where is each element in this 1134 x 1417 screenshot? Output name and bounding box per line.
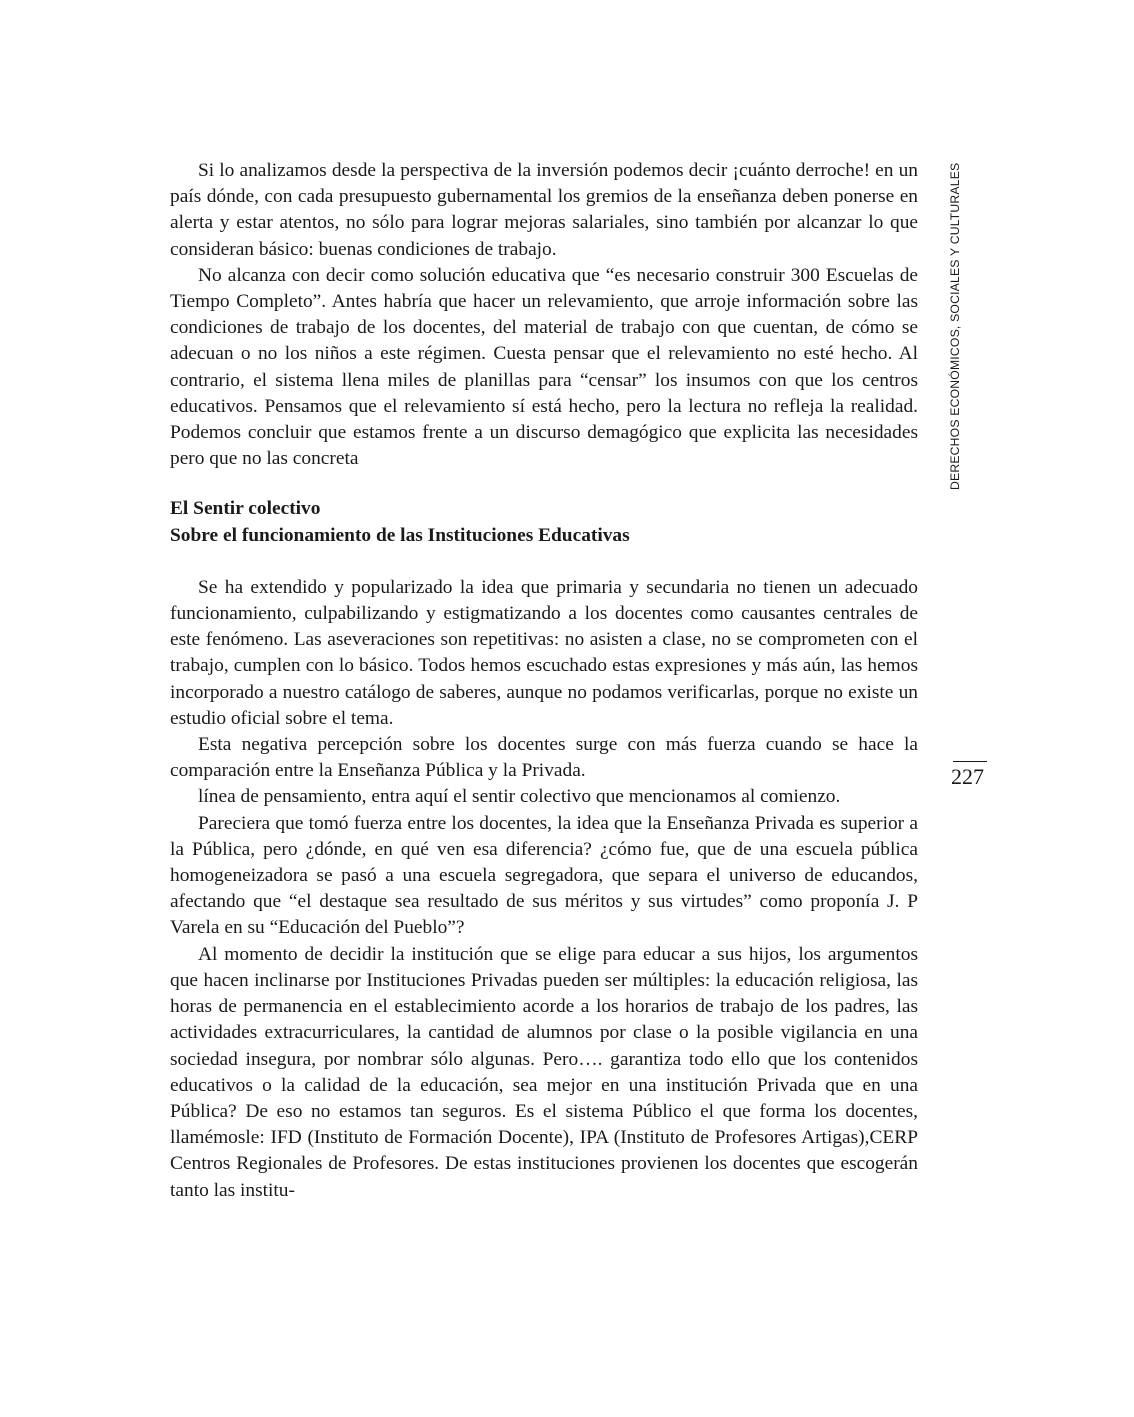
paragraph-percepcion: Esta negativa percepción sobre los docentes surge con más fuerza cuando se hace la comparación entre la Enseñanza Pública y la Privada.	[170, 734, 918, 782]
page-number: 227	[951, 764, 984, 789]
paragraph-escuelas-tiempo-completo: No alcanza con decir como solución educativa que “es necesario construir 300 Escuelas de Tiempo Completo”. Antes habría que hacer un relevamiento, que arroje información sobre las condiciones de trabajo de los docentes, del material de trabajo con que cuentan, de cómo se adecuan o no los niños a este régimen. Cuesta pensar que el relevamiento no esté hecho. Al contrario, el sistema llena miles de planillas para “censar” los insumos con que los centros educativos. Pensamos que el relevamiento sí está hecho, pero la lectura no refleja la realidad. Podemos concluir que estamos frente a un discurso demagógico que explicita las necesidades pero que no las concreta	[170, 264, 918, 470]
section-heading: El Sentir colectivo	[170, 498, 321, 520]
running-head: DERECHOS ECONÓMICOS, SOCIALES Y CULTURALES	[948, 162, 962, 490]
page-number-rule	[953, 761, 987, 762]
spacer	[170, 472, 918, 496]
paragraph-funcionamiento: Se ha extendido y popularizado la idea que primaria y secundaria no tienen un adecuado funcionamiento, culpabilizando y estigmatizando a los docentes como causantes centrales de este fenómeno. Las aseveraciones son repetitivas: no asisten a clase, no se comprometen con el trabajo, cumplen con lo básico. Todos hemos escuchado estas expresiones y más aún, las hemos incorporado a nuestro catálogo de saberes, aunque no podamos verificarlas, porque no existe un estudio oficial sobre el tema.	[170, 576, 918, 729]
body-text	[170, 158, 918, 1204]
paragraph-inversion: Si lo analizamos desde la perspectiva de la inversión podemos decir ¡cuánto derroche! en un país dónde, con cada presupuesto gubernamental los gremios de la enseñanza deben ponerse en alerta y estar atentos, no sólo para lograr mejoras salariales, sino también por alcanzar lo que consideran básico: buenas condiciones de trabajo.	[170, 160, 918, 260]
spacer	[170, 549, 918, 575]
paragraph-linea-pensamiento: línea de pensamiento, entra aquí el sentir colectivo que mencionamos al comienzo.	[198, 786, 841, 808]
section-subheading: Sobre el funcionamiento de las Instituciones Educativas	[170, 524, 630, 546]
paragraph-instituciones-privadas: Al momento de decidir la institución que se elige para educar a sus hijos, los argumentos que hacen inclinarse por Instituciones Privadas pueden ser múltiples: la educación religiosa, las horas de permanencia en el establecimiento acorde a los horarios de trabajo de los padres, las actividades extracurriculares, la cantidad de alumnos por clase o la posible vigilancia en una sociedad insegura, por nombrar sólo algunas. Pero…. garantiza todo ello que los contenidos educativos o la calidad de la educación, sea mejor en una institución Privada que en una Pública? De eso no estamos tan seguros. Es el sistema Público el que forma los docentes, llamémosle: IFD (Instituto de Formación Docente), IPA (Instituto de Profesores Artigas),CERP Centros Regionales de Profesores. De estas instituciones provienen los docentes que escogerán tanto las institu-	[170, 943, 918, 1201]
paragraph-ensenanza-privada: Pareciera que tomó fuerza entre los docentes, la idea que la Enseñanza Privada es superior a la Pública, pero ¿dónde, en qué ven esa diferencia? ¿cómo fue, que de una escuela pública homogeneizadora se pasó a una escuela segregadora, que separa el universo de educandos, afectando que “el destaque sea resultado de sus méritos y sus virtudes” como proponía J. P Varela en su “Educación del Pueblo”?	[170, 812, 918, 939]
